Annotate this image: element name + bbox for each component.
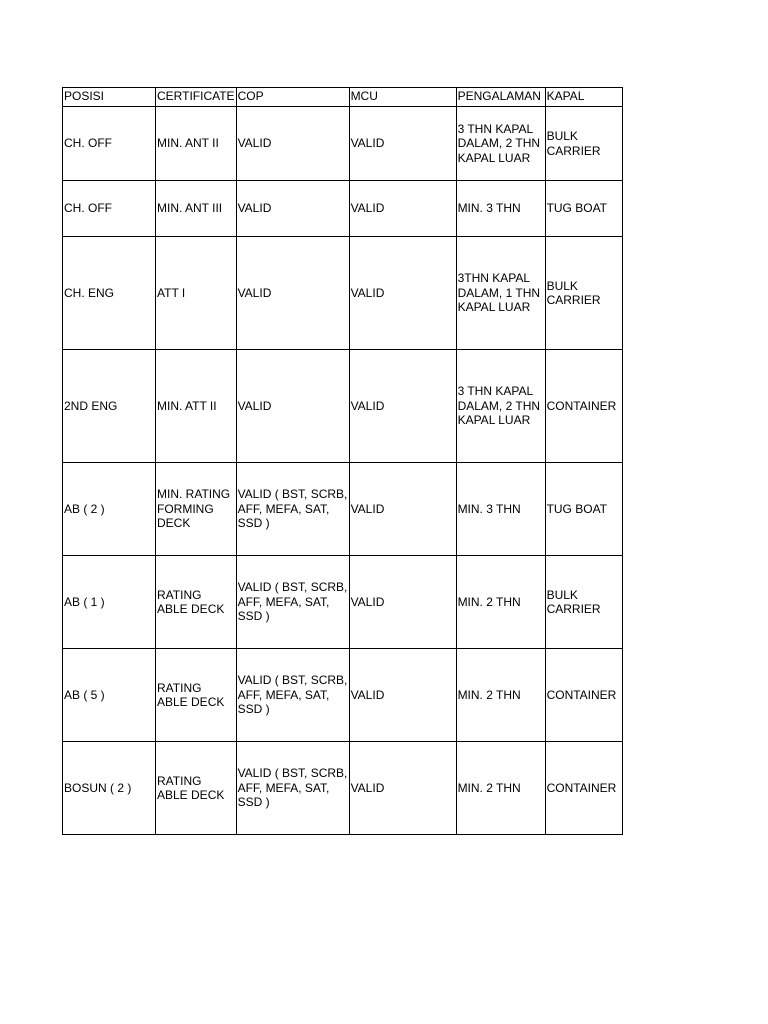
cell-kapal: TUG BOAT [545, 181, 622, 237]
table-row [63, 237, 623, 350]
cell-mcu: VALID [349, 237, 456, 350]
cell-mcu: VALID [349, 181, 456, 237]
cell-certificate: MIN. RATING FORMING DECK [156, 463, 237, 556]
cell-kapal: CONTAINER [545, 350, 622, 463]
table-row [63, 350, 623, 463]
cell-cop: VALID [236, 237, 349, 350]
cell-certificate: MIN. ANT III [156, 181, 237, 237]
header-cell-pengalaman: PENGALAMAN [456, 88, 545, 107]
cell-posisi: 2ND ENG [63, 350, 156, 463]
header-cell-posisi: POSISI [63, 88, 156, 107]
cell-cop: VALID ( BST, SCRB, AFF, MEFA, SAT, SSD ) [236, 649, 349, 742]
cell-pengalaman: MIN. 3 THN [456, 181, 545, 237]
cell-kapal: BULK CARRIER [545, 107, 622, 181]
table-row [63, 649, 623, 742]
cell-cop: VALID [236, 181, 349, 237]
cell-certificate: RATING ABLE DECK [156, 556, 237, 649]
crew-requirements-table [62, 87, 623, 835]
cell-cop: VALID ( BST, SCRB, AFF, MEFA, SAT, SSD ) [236, 742, 349, 835]
cell-posisi: CH. OFF [63, 107, 156, 181]
cell-kapal: CONTAINER [545, 742, 622, 835]
table-row [63, 463, 623, 556]
cell-kapal: CONTAINER [545, 649, 622, 742]
cell-pengalaman: 3 THN KAPAL DALAM, 2 THN KAPAL LUAR [456, 350, 545, 463]
cell-mcu: VALID [349, 350, 456, 463]
cell-certificate: ATT I [156, 237, 237, 350]
table-row [63, 742, 623, 835]
table-row [63, 556, 623, 649]
header-cell-mcu: MCU [349, 88, 456, 107]
cell-pengalaman: MIN. 2 THN [456, 649, 545, 742]
header-cell-kapal: KAPAL [545, 88, 622, 107]
table-header-row [63, 88, 623, 107]
cell-kapal: BULK CARRIER [545, 556, 622, 649]
cell-certificate: RATING ABLE DECK [156, 742, 237, 835]
cell-cop: VALID ( BST, SCRB, AFF, MEFA, SAT, SSD ) [236, 556, 349, 649]
header-cell-cop: COP [236, 88, 349, 107]
cell-posisi: AB ( 1 ) [63, 556, 156, 649]
cell-kapal: BULK CARRIER [545, 237, 622, 350]
cell-cop: VALID [236, 350, 349, 463]
cell-mcu: VALID [349, 107, 456, 181]
cell-posisi: BOSUN ( 2 ) [63, 742, 156, 835]
cell-pengalaman: MIN. 2 THN [456, 556, 545, 649]
cell-mcu: VALID [349, 556, 456, 649]
cell-mcu: VALID [349, 742, 456, 835]
cell-posisi: AB ( 5 ) [63, 649, 156, 742]
cell-posisi: CH. ENG [63, 237, 156, 350]
cell-certificate: MIN. ATT II [156, 350, 237, 463]
header-cell-certificate: CERTIFICATE [156, 88, 237, 107]
cell-pengalaman: 3 THN KAPAL DALAM, 2 THN KAPAL LUAR [456, 107, 545, 181]
cell-cop: VALID ( BST, SCRB, AFF, MEFA, SAT, SSD ) [236, 463, 349, 556]
cell-cop: VALID [236, 107, 349, 181]
cell-posisi: AB ( 2 ) [63, 463, 156, 556]
cell-posisi: CH. OFF [63, 181, 156, 237]
cell-pengalaman: MIN. 3 THN [456, 463, 545, 556]
spreadsheet-sheet [62, 87, 623, 835]
table-row [63, 107, 623, 181]
cell-pengalaman: MIN. 2 THN [456, 742, 545, 835]
cell-mcu: VALID [349, 649, 456, 742]
table-row [63, 181, 623, 237]
cell-certificate: RATING ABLE DECK [156, 649, 237, 742]
cell-certificate: MIN. ANT II [156, 107, 237, 181]
cell-kapal: TUG BOAT [545, 463, 622, 556]
cell-pengalaman: 3THN KAPAL DALAM, 1 THN KAPAL LUAR [456, 237, 545, 350]
cell-mcu: VALID [349, 463, 456, 556]
